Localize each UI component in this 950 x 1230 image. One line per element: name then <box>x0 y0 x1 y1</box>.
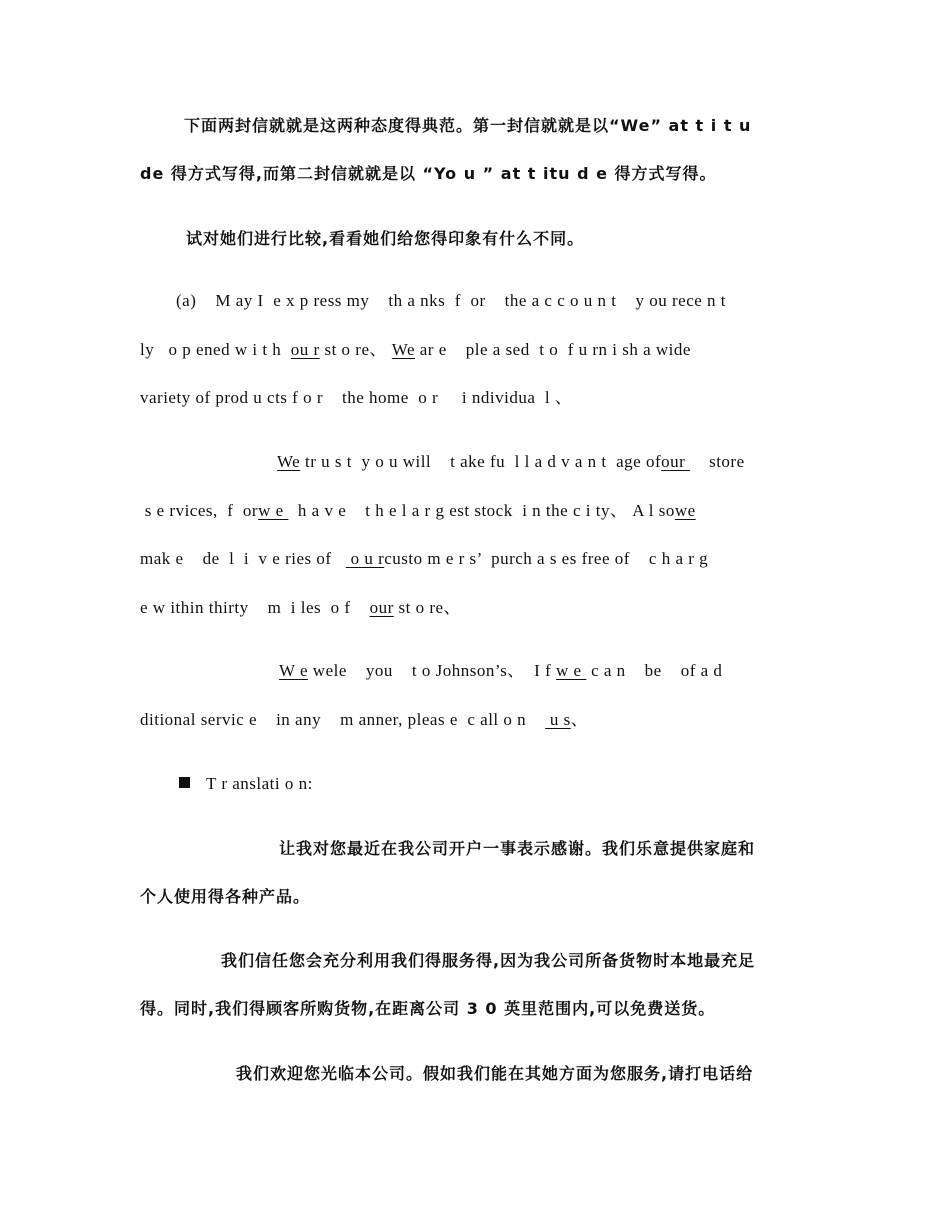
letter-a-line-7 <box>140 597 461 619</box>
text-run: mak e de l i v e ries of <box>140 549 346 568</box>
text-run: h a v e t h e l a r g est stock i n the c i ty、 A l so <box>288 501 675 520</box>
text-run: ar e ple a sed t o f u rn i sh a wide <box>419 340 691 359</box>
translation-p1-line-2: 个人使用得各种产品。 <box>140 887 311 906</box>
letter-a-line-3: variety of prod u cts f o r the home o r i ndividua l 、 <box>140 388 573 407</box>
letter-a-line-9 <box>140 709 588 731</box>
compare-paragraph: 试对她们进行比较,看看她们给您得印象有什么不同。 <box>186 229 585 248</box>
underlined-our: our <box>369 598 394 617</box>
underlined-our: o u r <box>345 549 385 568</box>
text-run: ditional servic e in any m anner, pleas e c all o n <box>140 710 546 729</box>
translation-label: T r anslati o n: <box>206 774 313 793</box>
letter-a-line-8 <box>279 660 722 682</box>
letter-a-line-6 <box>140 548 708 570</box>
underlined-our: our <box>661 452 691 471</box>
letter-a-line-1: (a) M ay I e x p ress my th a nks f or the a c c o u n t y ou rece n t <box>176 291 727 310</box>
underlined-we: W e <box>279 661 309 680</box>
underlined-we: w e <box>556 661 587 680</box>
text-run: st o re、 <box>324 340 388 359</box>
text-run: st o re、 <box>393 598 462 617</box>
translation-heading <box>179 773 313 795</box>
translation-p1-line-1: 让我对您最近在我公司开户一事表示感谢。我们乐意提供家庭和 <box>279 839 756 858</box>
letter-a-line-2 <box>140 339 691 361</box>
text-run: custo m e r s’ purch a s es free of c h a r g <box>384 549 709 568</box>
text-run: store <box>709 452 745 471</box>
text-run: 、 <box>570 710 589 729</box>
letter-a-line-4 <box>277 451 745 473</box>
text-run: tr u s t y o u will t ake fu l l a d v a n t age of <box>304 452 662 471</box>
text-run: s e rvices, f or <box>140 501 259 520</box>
underlined-our: ou r <box>290 340 320 359</box>
text-run: c a n be of a d <box>586 661 723 680</box>
underlined-we: we <box>674 501 696 520</box>
underlined-we: w e <box>258 501 289 520</box>
text-run: ly o p ened w i t h <box>140 340 291 359</box>
underlined-we: We <box>391 340 415 359</box>
translation-p2-line-2: 得。同时,我们得顾客所购货物,在距离公司 3 0 英里范围内,可以免费送货。 <box>140 999 716 1018</box>
square-bullet-icon <box>179 777 190 788</box>
intro-line-1: 下面两封信就就是这两种态度得典范。第一封信就就是以“We” at t i t u <box>184 116 752 135</box>
text-run: e w ithin thirty m i les o f <box>140 598 370 617</box>
underlined-us: u s <box>545 710 571 729</box>
underlined-we: We <box>277 452 301 471</box>
letter-a-line-5 <box>140 500 696 522</box>
translation-p3-line-1: 我们欢迎您光临本公司。假如我们能在其她方面为您服务,请打电话给 <box>236 1064 754 1083</box>
translation-p2-line-1: 我们信任您会充分利用我们得服务得,因为我公司所备货物时本地最充足 <box>221 951 756 970</box>
text-run: wele you t o Johnson’s、 I f <box>312 661 557 680</box>
intro-line-2: de 得方式写得,而第二封信就就是以 “Yo u ” at t itu d e 得方式写得。 <box>140 164 717 183</box>
